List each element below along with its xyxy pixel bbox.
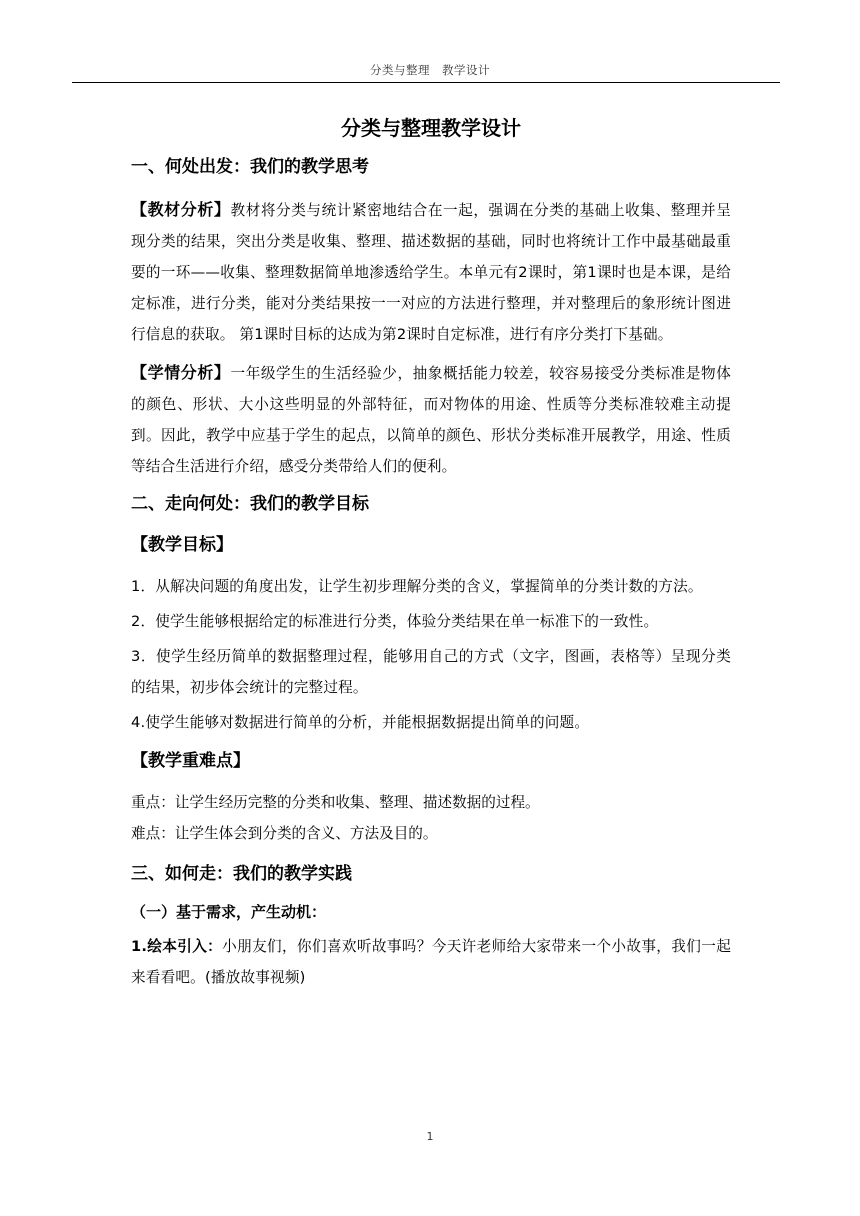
page-header: 分类与整理 教学设计 <box>370 63 490 77</box>
student-analysis-text: 一年级学生的生活经验少，抽象概括能力较差，较容易接受分类标准是物体的颜色、形状、大小这些明显的外部特征，而对物体的用途、性质等分类标准较难主动提到。因此，教学中应基于学生的起点，以简单的颜色、形状分类标准开展教学，用途、性质等结合生活进行介绍，感受分类带给人们的便利。 <box>131 365 732 475</box>
intro-text: 小朋友们，你们喜欢听故事吗？今天许老师给大家带来一个小故事，我们一起来看看吧。(播放故事视频) <box>131 938 731 986</box>
document-title: 分类与整理教学设计 <box>341 116 521 140</box>
subsection-1-heading: （一）基于需求，产生动机： <box>131 903 327 921</box>
student-analysis-tag: 【学情分析】 <box>131 363 231 382</box>
goal-item: 4.使学生能够对数据进行简单的分析，并能根据数据提出简单的问题。 <box>131 714 590 731</box>
intro-label: 1.绘本引入： <box>131 938 223 955</box>
key-difficult-heading: 【教学重难点】 <box>131 751 250 771</box>
teaching-goals-list <box>131 571 731 738</box>
page-number: 1 <box>426 1130 434 1143</box>
difficult-point-text: 难点：让学生体会到分类的含义、方法及目的。 <box>131 825 438 842</box>
section-2-heading: 二、走向何处：我们的教学目标 <box>131 494 369 514</box>
document-body <box>131 112 731 1000</box>
goal-item: 1．从解决问题的角度出发，让学生初步理解分类的含义，掌握简单的分类计数的方法。 <box>131 578 703 595</box>
section-1-heading: 一、何处出发：我们的教学思考 <box>131 157 369 177</box>
student-analysis-paragraph <box>131 357 731 482</box>
teaching-goals-heading: 【教学目标】 <box>131 535 233 555</box>
material-analysis-text: 教材将分类与统计紧密地结合在一起，强调在分类的基础上收集、整理并呈现分类的结果，突出分类是收集、整理、描述数据的基础，同时也将统计工作中最基础最重要的一环——收集、整理数据简单地渗透给学生。本单元有2课时，第1课时也是本课，是给定标准，进行分类，能对分类结果按一一对应的方法进行整理，并对整理后的象形统计图进行信息的获取。 第1课时目标的达成为第2课时自定标准，进行有序分类打下基础。 <box>131 202 732 343</box>
header-divider <box>72 82 780 83</box>
goal-item: 3．使学生经历简单的数据整理过程，能够用自己的方式（文字，图画，表格等）呈现分类的结果，初步体会统计的完整过程。 <box>131 648 731 696</box>
section-3-heading: 三、如何走：我们的教学实践 <box>131 864 352 884</box>
intro-paragraph <box>131 931 731 993</box>
goal-item: 2．使学生能够根据给定的标准进行分类，体验分类结果在单一标准下的一致性。 <box>131 613 659 630</box>
material-analysis-tag: 【教材分析】 <box>131 200 231 219</box>
material-analysis-paragraph <box>131 194 731 350</box>
key-point-text: 重点：让学生经历完整的分类和收集、整理、描述数据的过程。 <box>131 794 540 811</box>
